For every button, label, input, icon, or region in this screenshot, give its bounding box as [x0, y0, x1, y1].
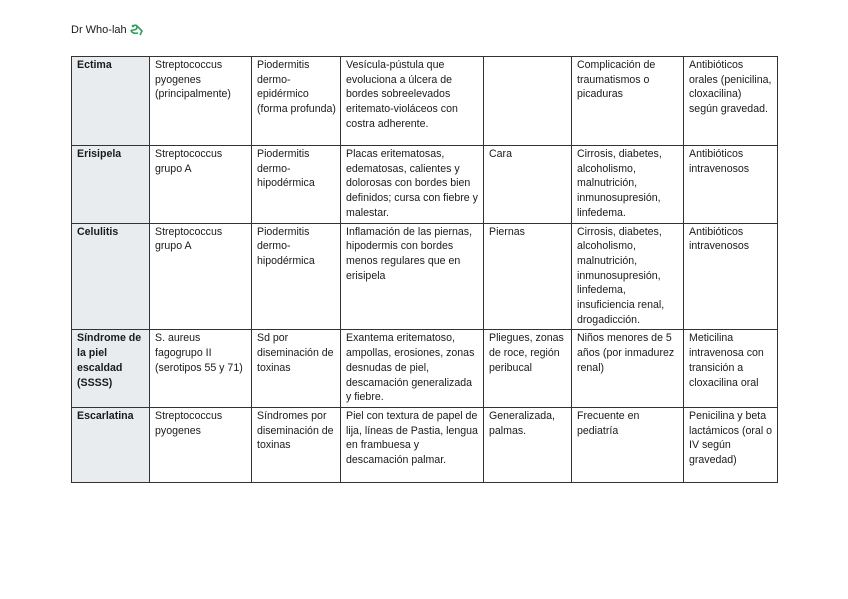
type-cell: Piodermitis dermo-epidérmico (forma profunda) — [252, 57, 341, 146]
type-cell: Piodermitis dermo-hipodérmica — [252, 146, 341, 224]
factors-cell: Frecuente en pediatría — [572, 407, 684, 482]
type-cell: Sd por diseminación de toxinas — [252, 330, 341, 408]
agent-cell: Streptococcus pyogenes — [150, 407, 252, 482]
description-cell: Placas eritematosas, edematosas, calientes y dolorosas con bordes bien definidos; cursa con fiebre y malestar. — [341, 146, 484, 224]
disease-name-cell: Celulitis — [72, 223, 150, 330]
document-header — [71, 24, 144, 36]
table-row — [72, 223, 778, 330]
agent-cell: Streptococcus pyogenes (principalmente) — [150, 57, 252, 146]
description-cell: Vesícula-pústula que evoluciona a úlcera de bordes sobreelevados eritemato-violáceos con costra adherente. — [341, 57, 484, 146]
type-cell: Piodermitis dermo-hipodérmica — [252, 223, 341, 330]
treatment-cell: Antibióticos intravenosos — [684, 223, 778, 330]
description-cell: Inflamación de las piernas, hipodermis con bordes menos regulares que en erisipela — [341, 223, 484, 330]
factors-cell: Cirrosis, diabetes, alcoholismo, malnutrición, inmunosupresión, linfedema, insuficiencia renal, drogadicción. — [572, 223, 684, 330]
agent-cell: S. aureus fagogrupo II (serotipos 55 y 71) — [150, 330, 252, 408]
treatment-cell: Penicilina y beta lactámicos (oral o IV según gravedad) — [684, 407, 778, 482]
table-row — [72, 407, 778, 482]
disease-name-cell: Escarlatina — [72, 407, 150, 482]
disease-name-cell: Erisipela — [72, 146, 150, 224]
location-cell: Generalizada, palmas. — [484, 407, 572, 482]
disease-name-cell: Síndrome de la piel escaldad (SSSS) — [72, 330, 150, 408]
treatment-cell: Meticilina intravenosa con transición a cloxacilina oral — [684, 330, 778, 408]
disease-table — [71, 56, 778, 483]
location-cell: Pliegues, zonas de roce, región peribucal — [484, 330, 572, 408]
agent-cell: Streptococcus grupo A — [150, 223, 252, 330]
location-cell: Cara — [484, 146, 572, 224]
location-cell — [484, 57, 572, 146]
description-cell: Piel con textura de papel de lija, líneas de Pastia, lengua en frambuesa y descamación palmar. — [341, 407, 484, 482]
factors-cell: Niños menores de 5 años (por inmadurez renal) — [572, 330, 684, 408]
table-row — [72, 146, 778, 224]
header-title: Dr Who-lah — [71, 24, 127, 36]
table-row — [72, 57, 778, 146]
disease-name-cell: Ectima — [72, 57, 150, 146]
agent-cell: Streptococcus grupo A — [150, 146, 252, 224]
caduceus-icon — [130, 24, 144, 36]
treatment-cell: Antibióticos orales (penicilina, cloxacilina) según gravedad. — [684, 57, 778, 146]
description-cell: Exantema eritematoso, ampollas, erosiones, zonas desnudas de piel, descamación generalizada y fiebre. — [341, 330, 484, 408]
factors-cell: Cirrosis, diabetes, alcoholismo, malnutrición, inmunosupresión, linfedema. — [572, 146, 684, 224]
treatment-cell: Antibióticos intravenosos — [684, 146, 778, 224]
table-row — [72, 330, 778, 408]
location-cell: Piernas — [484, 223, 572, 330]
factors-cell: Complicación de traumatismos o picaduras — [572, 57, 684, 146]
type-cell: Síndromes por diseminación de toxinas — [252, 407, 341, 482]
